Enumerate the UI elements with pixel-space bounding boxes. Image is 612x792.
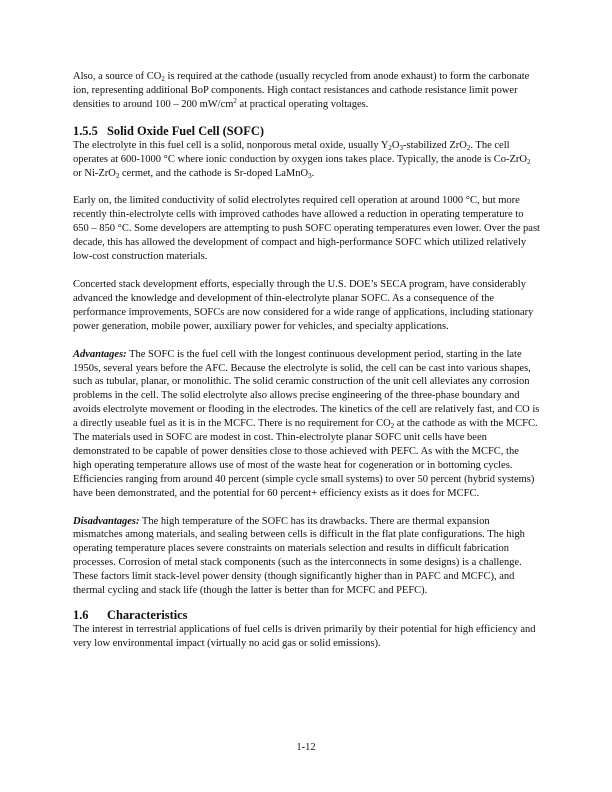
text-run: The high temperature of the SOFC has its drawbacks. There are thermal expansion mismatches among materials, and sealing between cells is difficult in the flat plate configurations. The high operating temperature places severe constraints on materials selection and results in difficult fabrication processes. Corrosion of metal stack components (such as the interconnects in some designs) is a challenge. These factors limit stack-level power density (though significantly higher than in PAFC and MCFC), and thermal cycling and stack life (though the latter is better than for MCFC and PEFC). — [73, 515, 525, 597]
intro-text-1: Also, a source of CO — [73, 71, 162, 82]
text-run: cermet, and the cathode is Sr-doped LaMnO — [119, 167, 309, 179]
co2-subscript: 2 — [161, 75, 165, 83]
sofc-paragraph-electrolyte — [73, 139, 540, 181]
subscript: 2 — [115, 171, 120, 180]
subscript: 2 — [526, 157, 531, 166]
subscript: 3 — [399, 143, 404, 152]
text-run: O — [391, 139, 400, 151]
advantages-label: Advantages: — [73, 348, 127, 360]
section-number: 1.6 — [73, 608, 89, 622]
text-run: or Ni-ZrO — [73, 167, 116, 179]
sofc-paragraph-advantages — [73, 348, 540, 501]
section-title: Solid Oxide Fuel Cell (SOFC) — [107, 123, 264, 138]
cm2-superscript: 2 — [233, 96, 237, 105]
section-heading-characteristics — [73, 608, 540, 623]
sofc-paragraph-conductivity: Early on, the limited conductivity of solid electrolytes required cell operation at around 1000 °C, but more recently thin-electrolyte cells with improved cathodes have allowed a reduction in operating temperature to 650 – 850 °C. Some developers are attempting to push SOFC operating temperatures even lower. Over the past decade, this has allowed the development of compact and high-performance SOFC which utilized relatively low-cost construction materials. — [73, 195, 540, 263]
intro-text-2: is required at the cathode (usually recycled from anode exhaust) to form the carbonate ion, representing additional BoP components. High contact resistances and cathode resistance limit power densities to around 100 – 200 mW/cm — [73, 71, 530, 110]
characteristics-paragraph: The interest in terrestrial applications of fuel cells is driven primarily by their potential for high efficiency and very low environmental impact (virtually no acid gas or solid emissions). — [73, 624, 536, 649]
subscript: 2 — [388, 143, 392, 152]
section-heading-sofc — [73, 124, 540, 139]
text-run: The SOFC is the fuel cell with the longest continuous development period, starting in the late 1950s, several years before the AFC. Because the electrolyte is solid, the cell can be cast into various shapes, such as tubular, planar, or monolithic. The solid ceramic construction of the unit cell alleviates any corrosion problems in the cell. The solid electrolyte also allows precise engineering of the three-phase boundary and avoids electrolyte movement or flooding in the electrodes. The kinetics of the cell are relatively fast, and CO is a directly useable fuel as it is in the MCFC. There is no requirement for CO — [73, 348, 540, 430]
sofc-paragraph-stack-development: Concerted stack development efforts, especially through the U.S. DOE’s SECA program, have considerably advanced the knowledge and development of thin-electrolyte planar SOFC. As a consequence of the performance improvements, SOFCs are now considered for a wide range of applications, including stationary power generation, mobile power, auxiliary power for vehicles, and specialty applications. — [73, 278, 534, 332]
text-run: at the cathode as with the MCFC. The materials used in SOFC are modest in cost. Thin-electrolyte planar SOFC unit cells have been demonstrated to be capable of power densities close to those achieved with PEFC. As with the MCFC, the high operating temperature allows use of most of the waste heat for cogeneration or in bottoming cycles. Efficiencies ranging from around 40 percent (simple cycle small systems) to over 50 percent (hybrid systems) have been demonstrated, and the potential for 60 percent+ efficiency exists as it does for MCFC. — [73, 418, 538, 499]
subscript: 2 — [390, 422, 395, 431]
section-number: 1.5.5 — [73, 123, 98, 138]
disadvantages-label: Disadvantages: — [73, 515, 140, 527]
intro-text-3: at practical operating voltages. — [236, 98, 369, 110]
text-run: -stabilized ZrO — [403, 139, 467, 151]
text-run: . The cell operates at 600-1000 °C where ionic conduction by oxygen ions takes place. Typically, the anode is Co-ZrO — [73, 139, 527, 165]
sofc-paragraph-disadvantages — [73, 515, 540, 598]
text-run: The electrolyte in this fuel cell is a solid, nonporous metal oxide, usually Y — [73, 139, 389, 151]
intro-paragraph — [73, 70, 540, 112]
text-run: . — [311, 167, 315, 179]
page-number: 1-12 — [296, 742, 316, 753]
section-title: Characteristics — [107, 608, 188, 622]
subscript: 3 — [308, 171, 312, 180]
subscript: 2 — [466, 143, 471, 152]
